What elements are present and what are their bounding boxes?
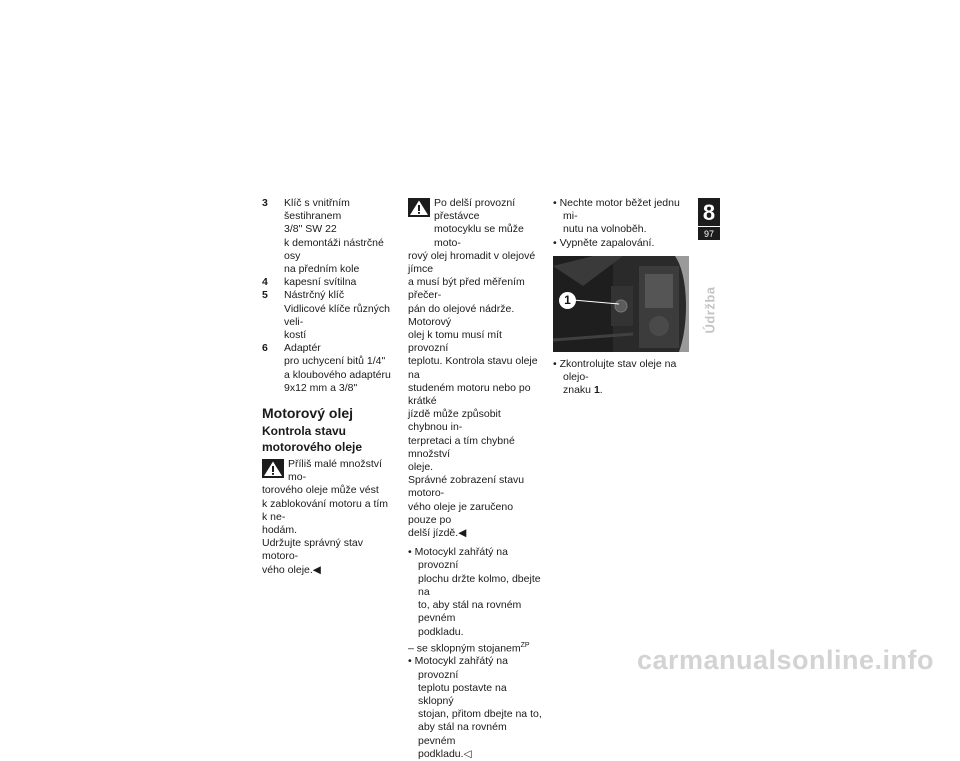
item-line: 9x12 mm a 3/8" — [284, 381, 358, 394]
tool-item-6 — [262, 342, 396, 395]
option-marker: ZP — [520, 641, 530, 649]
warning-text-line: olej k tomu musí mít provozní — [408, 329, 502, 355]
bullet-icon: • — [553, 236, 560, 249]
list-item — [408, 546, 542, 638]
item-line: Klíč s vnitřním šestihranem — [284, 197, 350, 223]
body-text-line: delší jízdě.◀ — [408, 527, 467, 540]
bullet-icon: • — [408, 546, 415, 559]
body-text-line: vého oleje je zaručeno pouze po — [408, 500, 514, 526]
list-text: podkladu. — [418, 625, 464, 638]
column-right — [553, 197, 693, 397]
body-text-line: Správné zobrazení stavu motoro- — [408, 474, 525, 500]
list-text: to, aby stál na rovném pevném — [418, 599, 522, 625]
warning-block — [408, 197, 542, 474]
section-heading: Motorový olej — [262, 405, 354, 422]
warning-text-line: rový olej hromadit v olejové jímce — [408, 249, 536, 276]
item-number: 6 — [262, 342, 268, 355]
instruction-list — [553, 358, 693, 398]
bullet-icon: • — [408, 655, 415, 668]
item-line: Nástrčný klíč — [284, 289, 345, 302]
warning-text-line: hodám. — [262, 524, 298, 537]
list-item — [553, 197, 693, 237]
list-text: znaku — [563, 384, 594, 397]
warning-text-line: oleje. — [408, 461, 434, 474]
item-line: kapesní svítilna — [284, 276, 357, 289]
tool-item-3 — [262, 197, 396, 276]
reference-number: 1 — [593, 384, 600, 397]
item-line: Adaptér — [284, 342, 321, 355]
list-text: stojan, přitom dbejte na to, — [418, 708, 542, 721]
tab-divider — [698, 226, 720, 227]
item-line: k demontáži nástrčné osy — [284, 236, 384, 262]
warning-block — [262, 458, 396, 537]
list-text: Nechte motor běžet jednu mi- — [559, 197, 680, 223]
chapter-title: Údržba — [702, 286, 718, 334]
list-text: Zkontrolujte stav oleje na olejo- — [559, 357, 677, 384]
bullet-icon: • — [553, 197, 560, 209]
body-text-line: Udržujte správný stav motoro- — [262, 537, 363, 563]
list-text: Motocykl zahřátý na provozní — [414, 655, 508, 681]
list-item — [553, 358, 693, 398]
item-number: 5 — [262, 289, 268, 302]
instruction-list — [553, 197, 693, 250]
warning-icon — [262, 459, 284, 478]
column-left — [262, 197, 396, 577]
warning-text-line: jízdě může způsobit chybnou in- — [408, 408, 501, 434]
list-text: Vypněte zapalování. — [559, 236, 655, 249]
list-text: nutu na volnoběh. — [563, 223, 647, 236]
warning-icon — [408, 198, 430, 217]
item-number: 3 — [262, 197, 268, 209]
warning-text-line: motocyklu se může moto- — [434, 223, 524, 249]
list-text: podkladu.◁ — [418, 747, 472, 760]
chapter-number: 8 — [702, 200, 716, 225]
subsection-heading-line2: motorového oleje — [262, 440, 363, 455]
tool-item-4 — [262, 276, 396, 289]
instruction-list — [408, 546, 542, 638]
warning-text-line: torového oleje může vést — [262, 484, 379, 497]
item-line: kostí — [284, 329, 307, 342]
list-text: plochu držte kolmo, dbejte na — [418, 572, 541, 598]
item-number: 4 — [262, 276, 268, 289]
list-text: . — [599, 384, 603, 397]
watermark: carmanualsonline.info — [636, 645, 934, 675]
body-text-line: vého oleje.◀ — [262, 563, 321, 576]
callout-label: 1 — [559, 292, 576, 309]
oil-sight-glass-photo — [553, 256, 689, 352]
warning-text-line: teplotu. Kontrola stavu oleje na — [408, 355, 538, 381]
warning-text-line: Po delší provozní přestávce — [434, 197, 516, 223]
item-line: a kloubového adaptéru — [284, 368, 391, 381]
bullet-icon: • — [553, 357, 560, 370]
list-text: aby stál na rovném pevném — [418, 721, 507, 747]
warning-text-line: terpretaci a tím chybné množství — [408, 434, 515, 460]
warning-text-line: a musí být před měřením přečer- — [408, 276, 525, 302]
warning-text-line: studeném motoru nebo po krátké — [408, 381, 531, 408]
item-line: Vidlicové klíče různých veli- — [284, 302, 391, 328]
column-middle — [408, 197, 542, 761]
item-line: pro uchycení bitů 1/4" — [284, 355, 386, 368]
warning-text-line: k zablokování motoru a tím k ne- — [262, 497, 389, 523]
list-text: Motocykl zahřátý na provozní — [414, 546, 508, 572]
item-line: na předním kole — [284, 263, 360, 276]
page-number: 97 — [703, 229, 714, 239]
list-text: teplotu postavte na sklopný — [418, 681, 507, 708]
tool-item-5 — [262, 289, 396, 342]
warning-text-line: pán do olejové nádrže. Motorový — [408, 302, 515, 328]
condition-text: – se sklopným stojanem — [408, 642, 521, 655]
subsection-heading-line1: Kontrola stavu — [262, 424, 347, 439]
list-item — [553, 237, 693, 250]
warning-text-line: Příliš malé množství mo- — [288, 458, 382, 484]
item-line: 3/8" SW 22 — [284, 223, 337, 236]
